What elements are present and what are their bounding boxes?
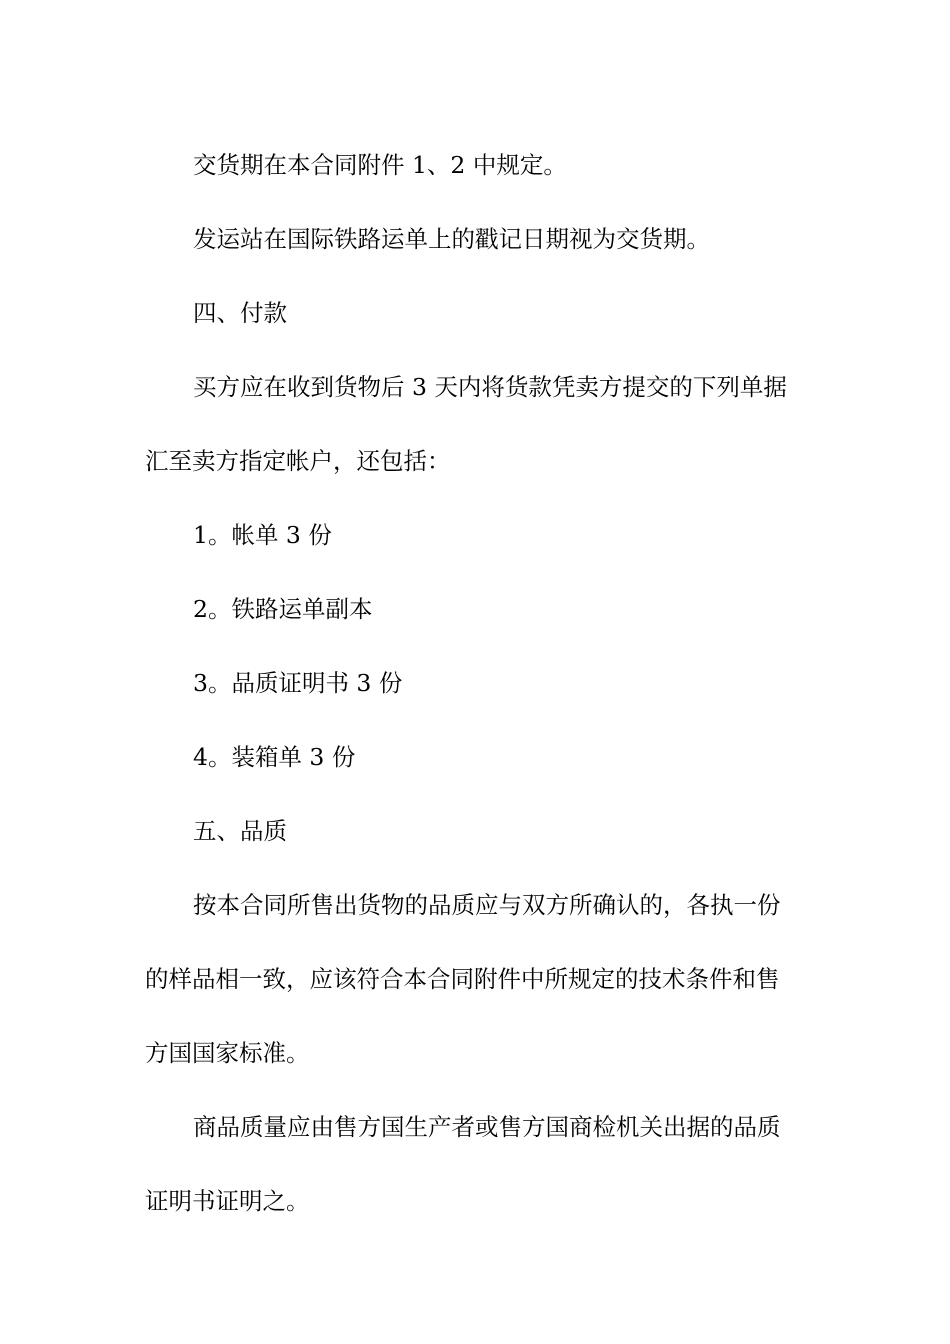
delivery-date-line: 发运站在国际铁路运单上的戳记日期视为交货期。 — [193, 225, 710, 253]
certificate-paragraph-line-1: 商品质量应由售方国生产者或售方国商检机关出据的品质 — [193, 1113, 781, 1141]
payment-document-item-3: 3。品质证明书 3 份 — [193, 669, 403, 697]
payment-document-item-4: 4。装箱单 3 份 — [193, 743, 356, 771]
certificate-paragraph-line-2: 证明书证明之。 — [145, 1187, 310, 1215]
quality-paragraph-line-2: 的样品相一致，应该符合本合同附件中所规定的技术条件和售 — [145, 965, 780, 993]
quality-paragraph-line-1: 按本合同所售出货物的品质应与双方所确认的，各执一份 — [193, 891, 781, 919]
quality-paragraph-line-3: 方国国家标准。 — [145, 1039, 310, 1067]
payment-paragraph-line-2: 汇至卖方指定帐户，还包括： — [145, 447, 451, 475]
payment-document-item-2: 2。铁路运单副本 — [193, 595, 373, 623]
section-heading-quality: 五、品质 — [193, 817, 287, 845]
section-heading-payment: 四、付款 — [193, 299, 287, 327]
payment-paragraph-line-1: 买方应在收到货物后 3 天内将货款凭卖方提交的下列单据 — [193, 373, 787, 401]
document-body — [145, 128, 810, 1238]
payment-document-item-1: 1。帐单 3 份 — [193, 521, 332, 549]
delivery-period-line: 交货期在本合同附件 1、2 中规定。 — [193, 151, 567, 179]
